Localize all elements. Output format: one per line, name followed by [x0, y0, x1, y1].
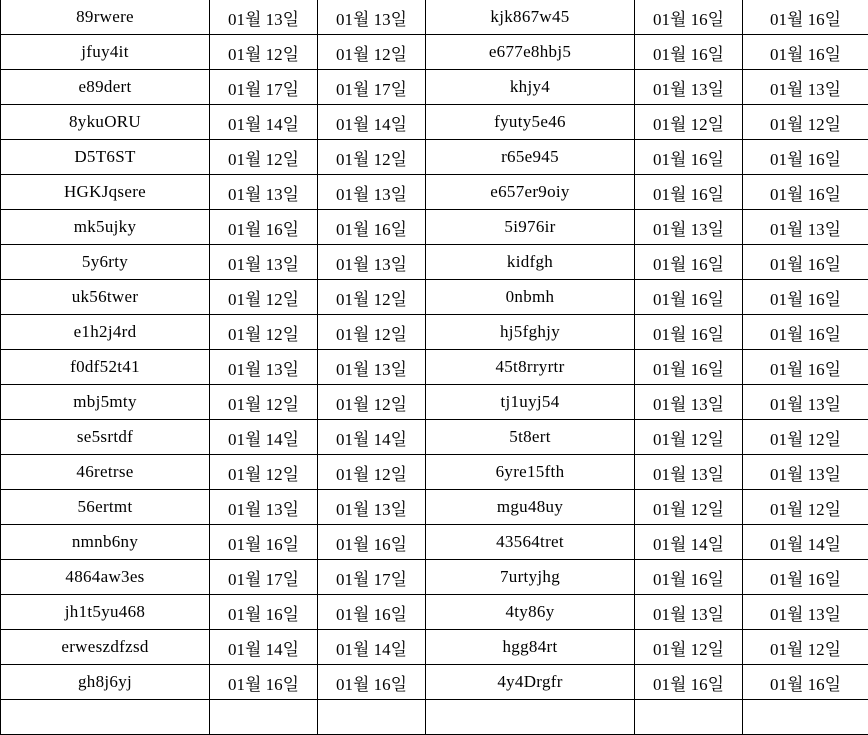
- table-cell-code_a[interactable]: e1h2j4rd: [1, 315, 210, 350]
- table-cell-date_a2[interactable]: 01월 16일: [318, 210, 426, 245]
- table-cell-date_a1[interactable]: [210, 700, 318, 735]
- table-cell-code_a[interactable]: 4864aw3es: [1, 560, 210, 595]
- table-cell-date_a2[interactable]: 01월 14일: [318, 630, 426, 665]
- table-cell-code_b[interactable]: mgu48uy: [426, 490, 635, 525]
- table-cell-code_b[interactable]: 4ty86y: [426, 595, 635, 630]
- table-row: [1, 140, 868, 175]
- table-cell-date_b2[interactable]: 01월 16일: [743, 280, 868, 315]
- table-cell-code_a[interactable]: 89rwere: [1, 0, 210, 35]
- table-cell-date_b2[interactable]: 01월 16일: [743, 175, 868, 210]
- table-row: [1, 0, 868, 35]
- table-cell-date_b1[interactable]: 01월 16일: [635, 245, 743, 280]
- table-cell-code_a[interactable]: se5srtdf: [1, 420, 210, 455]
- table-cell-date_a2[interactable]: 01월 12일: [318, 35, 426, 70]
- table-cell-code_b[interactable]: 5i976ir: [426, 210, 635, 245]
- table-cell-date_a2[interactable]: 01월 13일: [318, 490, 426, 525]
- table-row: [1, 665, 868, 700]
- table-cell-date_a2[interactable]: 01월 14일: [318, 420, 426, 455]
- table-row: [1, 490, 868, 525]
- table-cell-date_b2[interactable]: 01월 16일: [743, 315, 868, 350]
- table-cell-code_b[interactable]: e657er9oiy: [426, 175, 635, 210]
- table-cell-date_b1[interactable]: 01월 16일: [635, 315, 743, 350]
- table-cell-date_a2[interactable]: 01월 12일: [318, 315, 426, 350]
- table-cell-code_a[interactable]: mbj5mty: [1, 385, 210, 420]
- table-cell-date_b1[interactable]: 01월 16일: [635, 560, 743, 595]
- table-cell-code_b[interactable]: 4y4Drgfr: [426, 665, 635, 700]
- table-row: [1, 420, 868, 455]
- table-cell-date_a1[interactable]: 01월 12일: [210, 315, 318, 350]
- table-cell-code_a[interactable]: HGKJqsere: [1, 175, 210, 210]
- table-row: [1, 560, 868, 595]
- table-cell-date_a1[interactable]: 01월 12일: [210, 280, 318, 315]
- table-cell-date_b1[interactable]: 01월 13일: [635, 210, 743, 245]
- table-cell-date_b2[interactable]: 01월 12일: [743, 420, 868, 455]
- table-cell-code_b[interactable]: tj1uyj54: [426, 385, 635, 420]
- table-cell-code_b[interactable]: 45t8rryrtr: [426, 350, 635, 385]
- table-cell-code_a[interactable]: 56ertmt: [1, 490, 210, 525]
- table-cell-date_a1[interactable]: 01월 13일: [210, 490, 318, 525]
- table-cell-code_a[interactable]: 8ykuORU: [1, 105, 210, 140]
- table-cell-date_a1[interactable]: 01월 13일: [210, 245, 318, 280]
- table-cell-date_a2[interactable]: 01월 13일: [318, 245, 426, 280]
- table-cell-date_b2[interactable]: 01월 16일: [743, 350, 868, 385]
- table-cell-code_b[interactable]: 43564tret: [426, 525, 635, 560]
- table-cell-date_b1[interactable]: 01월 16일: [635, 350, 743, 385]
- table-row: [1, 175, 868, 210]
- table-row: [1, 315, 868, 350]
- table-cell-code_a[interactable]: uk56twer: [1, 280, 210, 315]
- table-cell-date_a1[interactable]: 01월 13일: [210, 175, 318, 210]
- table-row: [1, 105, 868, 140]
- table-cell-code_b[interactable]: [426, 700, 635, 735]
- table-cell-date_b1[interactable]: 01월 13일: [635, 70, 743, 105]
- table-row: [1, 245, 868, 280]
- table-cell-code_a[interactable]: gh8j6yj: [1, 665, 210, 700]
- table-cell-date_b2[interactable]: 01월 13일: [743, 70, 868, 105]
- table-body: [1, 0, 868, 735]
- table-cell-code_a[interactable]: 5y6rty: [1, 245, 210, 280]
- table-cell-date_b1[interactable]: 01월 14일: [635, 525, 743, 560]
- table-cell-date_a2[interactable]: 01월 17일: [318, 560, 426, 595]
- table-cell-date_a1[interactable]: 01월 16일: [210, 595, 318, 630]
- table-cell-code_a[interactable]: nmnb6ny: [1, 525, 210, 560]
- table-cell-date_b1[interactable]: 01월 13일: [635, 385, 743, 420]
- table-cell-date_b1[interactable]: 01월 16일: [635, 175, 743, 210]
- table-cell-date_a2[interactable]: 01월 12일: [318, 140, 426, 175]
- table-cell-date_b1[interactable]: 01월 16일: [635, 665, 743, 700]
- table-cell-date_b1[interactable]: [635, 700, 743, 735]
- table-cell-code_a[interactable]: erweszdfzsd: [1, 630, 210, 665]
- table-cell-date_b2[interactable]: 01월 12일: [743, 630, 868, 665]
- table-cell-date_a2[interactable]: 01월 17일: [318, 70, 426, 105]
- table-cell-date_b2[interactable]: 01월 13일: [743, 595, 868, 630]
- table-cell-date_a2[interactable]: 01월 12일: [318, 280, 426, 315]
- table-cell-date_b1[interactable]: 01월 13일: [635, 455, 743, 490]
- table-cell-code_b[interactable]: 5t8ert: [426, 420, 635, 455]
- table-cell-code_a[interactable]: f0df52t41: [1, 350, 210, 385]
- table-cell-code_b[interactable]: r65e945: [426, 140, 635, 175]
- table-cell-date_b2[interactable]: 01월 16일: [743, 245, 868, 280]
- table-row: [1, 455, 868, 490]
- table-cell-date_a1[interactable]: 01월 12일: [210, 140, 318, 175]
- table-cell-code_b[interactable]: khjy4: [426, 70, 635, 105]
- table-cell-date_a1[interactable]: 01월 12일: [210, 455, 318, 490]
- table-cell-code_b[interactable]: 0nbmh: [426, 280, 635, 315]
- table-cell-date_b2[interactable]: 01월 16일: [743, 560, 868, 595]
- table-cell-date_b2[interactable]: 01월 16일: [743, 665, 868, 700]
- table-cell-code_a[interactable]: [1, 700, 210, 735]
- table-cell-date_a1[interactable]: 01월 17일: [210, 560, 318, 595]
- table-cell-date_a2[interactable]: 01월 13일: [318, 350, 426, 385]
- table-row: [1, 35, 868, 70]
- table-row: [1, 350, 868, 385]
- table-cell-code_b[interactable]: 7urtyjhg: [426, 560, 635, 595]
- table-cell-date_a2[interactable]: 01월 13일: [318, 0, 426, 35]
- table-cell-date_a2[interactable]: 01월 16일: [318, 525, 426, 560]
- table-cell-date_a2[interactable]: 01월 13일: [318, 175, 426, 210]
- table-cell-code_a[interactable]: 46retrse: [1, 455, 210, 490]
- table-cell-date_a2[interactable]: 01월 12일: [318, 455, 426, 490]
- table-cell-date_a1[interactable]: 01월 14일: [210, 105, 318, 140]
- table-cell-date_b1[interactable]: 01월 16일: [635, 0, 743, 35]
- table-row: [1, 630, 868, 665]
- table-cell-date_b1[interactable]: 01월 12일: [635, 490, 743, 525]
- table-cell-date_b2[interactable]: 01월 12일: [743, 105, 868, 140]
- table-cell-date_b2[interactable]: [743, 700, 868, 735]
- table-row: [1, 70, 868, 105]
- table-row: [1, 210, 868, 245]
- table-cell-date_b1[interactable]: 01월 16일: [635, 35, 743, 70]
- table-row: [1, 280, 868, 315]
- table-cell-date_b1[interactable]: 01월 16일: [635, 140, 743, 175]
- table-cell-date_b1[interactable]: 01월 16일: [635, 280, 743, 315]
- table-cell-code_a[interactable]: jfuy4it: [1, 35, 210, 70]
- table-cell-date_b1[interactable]: 01월 12일: [635, 420, 743, 455]
- table-cell-code_b[interactable]: e677e8hbj5: [426, 35, 635, 70]
- table-cell-date_b1[interactable]: 01월 12일: [635, 105, 743, 140]
- table-cell-date_b1[interactable]: 01월 12일: [635, 630, 743, 665]
- table-cell-date_a1[interactable]: 01월 16일: [210, 210, 318, 245]
- table-cell-date_b2[interactable]: 01월 14일: [743, 525, 868, 560]
- table-cell-code_b[interactable]: 6yre15fth: [426, 455, 635, 490]
- table-cell-code_a[interactable]: D5T6ST: [1, 140, 210, 175]
- table-cell-date_b2[interactable]: 01월 16일: [743, 0, 868, 35]
- table-cell-date_a2[interactable]: 01월 16일: [318, 665, 426, 700]
- table-cell-date_a1[interactable]: 01월 16일: [210, 665, 318, 700]
- table-cell-date_a1[interactable]: 01월 12일: [210, 385, 318, 420]
- table-cell-code_b[interactable]: hgg84rt: [426, 630, 635, 665]
- table-cell-date_a1[interactable]: 01월 12일: [210, 35, 318, 70]
- table-cell-date_a2[interactable]: 01월 12일: [318, 385, 426, 420]
- table-cell-code_a[interactable]: mk5ujky: [1, 210, 210, 245]
- table-cell-date_a2[interactable]: 01월 16일: [318, 595, 426, 630]
- table-cell-code_a[interactable]: jh1t5yu468: [1, 595, 210, 630]
- table-cell-date_b2[interactable]: 01월 13일: [743, 455, 868, 490]
- table-cell-date_b2[interactable]: 01월 13일: [743, 385, 868, 420]
- table-cell-date_a1[interactable]: 01월 17일: [210, 70, 318, 105]
- table-row: [1, 525, 868, 560]
- table-cell-date_b2[interactable]: 01월 16일: [743, 35, 868, 70]
- table-cell-date_a1[interactable]: 01월 14일: [210, 630, 318, 665]
- table-row: [1, 595, 868, 630]
- table-cell-date_a1[interactable]: 01월 13일: [210, 0, 318, 35]
- table-cell-date_b2[interactable]: 01월 13일: [743, 210, 868, 245]
- table-cell-date_a1[interactable]: 01월 16일: [210, 525, 318, 560]
- table-cell-date_b2[interactable]: 01월 12일: [743, 490, 868, 525]
- table-cell-date_b1[interactable]: 01월 13일: [635, 595, 743, 630]
- table-cell-date_a2[interactable]: 01월 14일: [318, 105, 426, 140]
- table-cell-date_a1[interactable]: 01월 14일: [210, 420, 318, 455]
- table-cell-code_a[interactable]: e89dert: [1, 70, 210, 105]
- table-cell-date_a2[interactable]: [318, 700, 426, 735]
- table-cell-code_b[interactable]: kjk867w45: [426, 0, 635, 35]
- table-cell-code_b[interactable]: kidfgh: [426, 245, 635, 280]
- table-cell-code_b[interactable]: fyuty5e46: [426, 105, 635, 140]
- table-cell-code_b[interactable]: hj5fghjy: [426, 315, 635, 350]
- table-row: [1, 385, 868, 420]
- table-cell-date_a1[interactable]: 01월 13일: [210, 350, 318, 385]
- table-row: [1, 700, 868, 735]
- table-cell-date_b2[interactable]: 01월 16일: [743, 140, 868, 175]
